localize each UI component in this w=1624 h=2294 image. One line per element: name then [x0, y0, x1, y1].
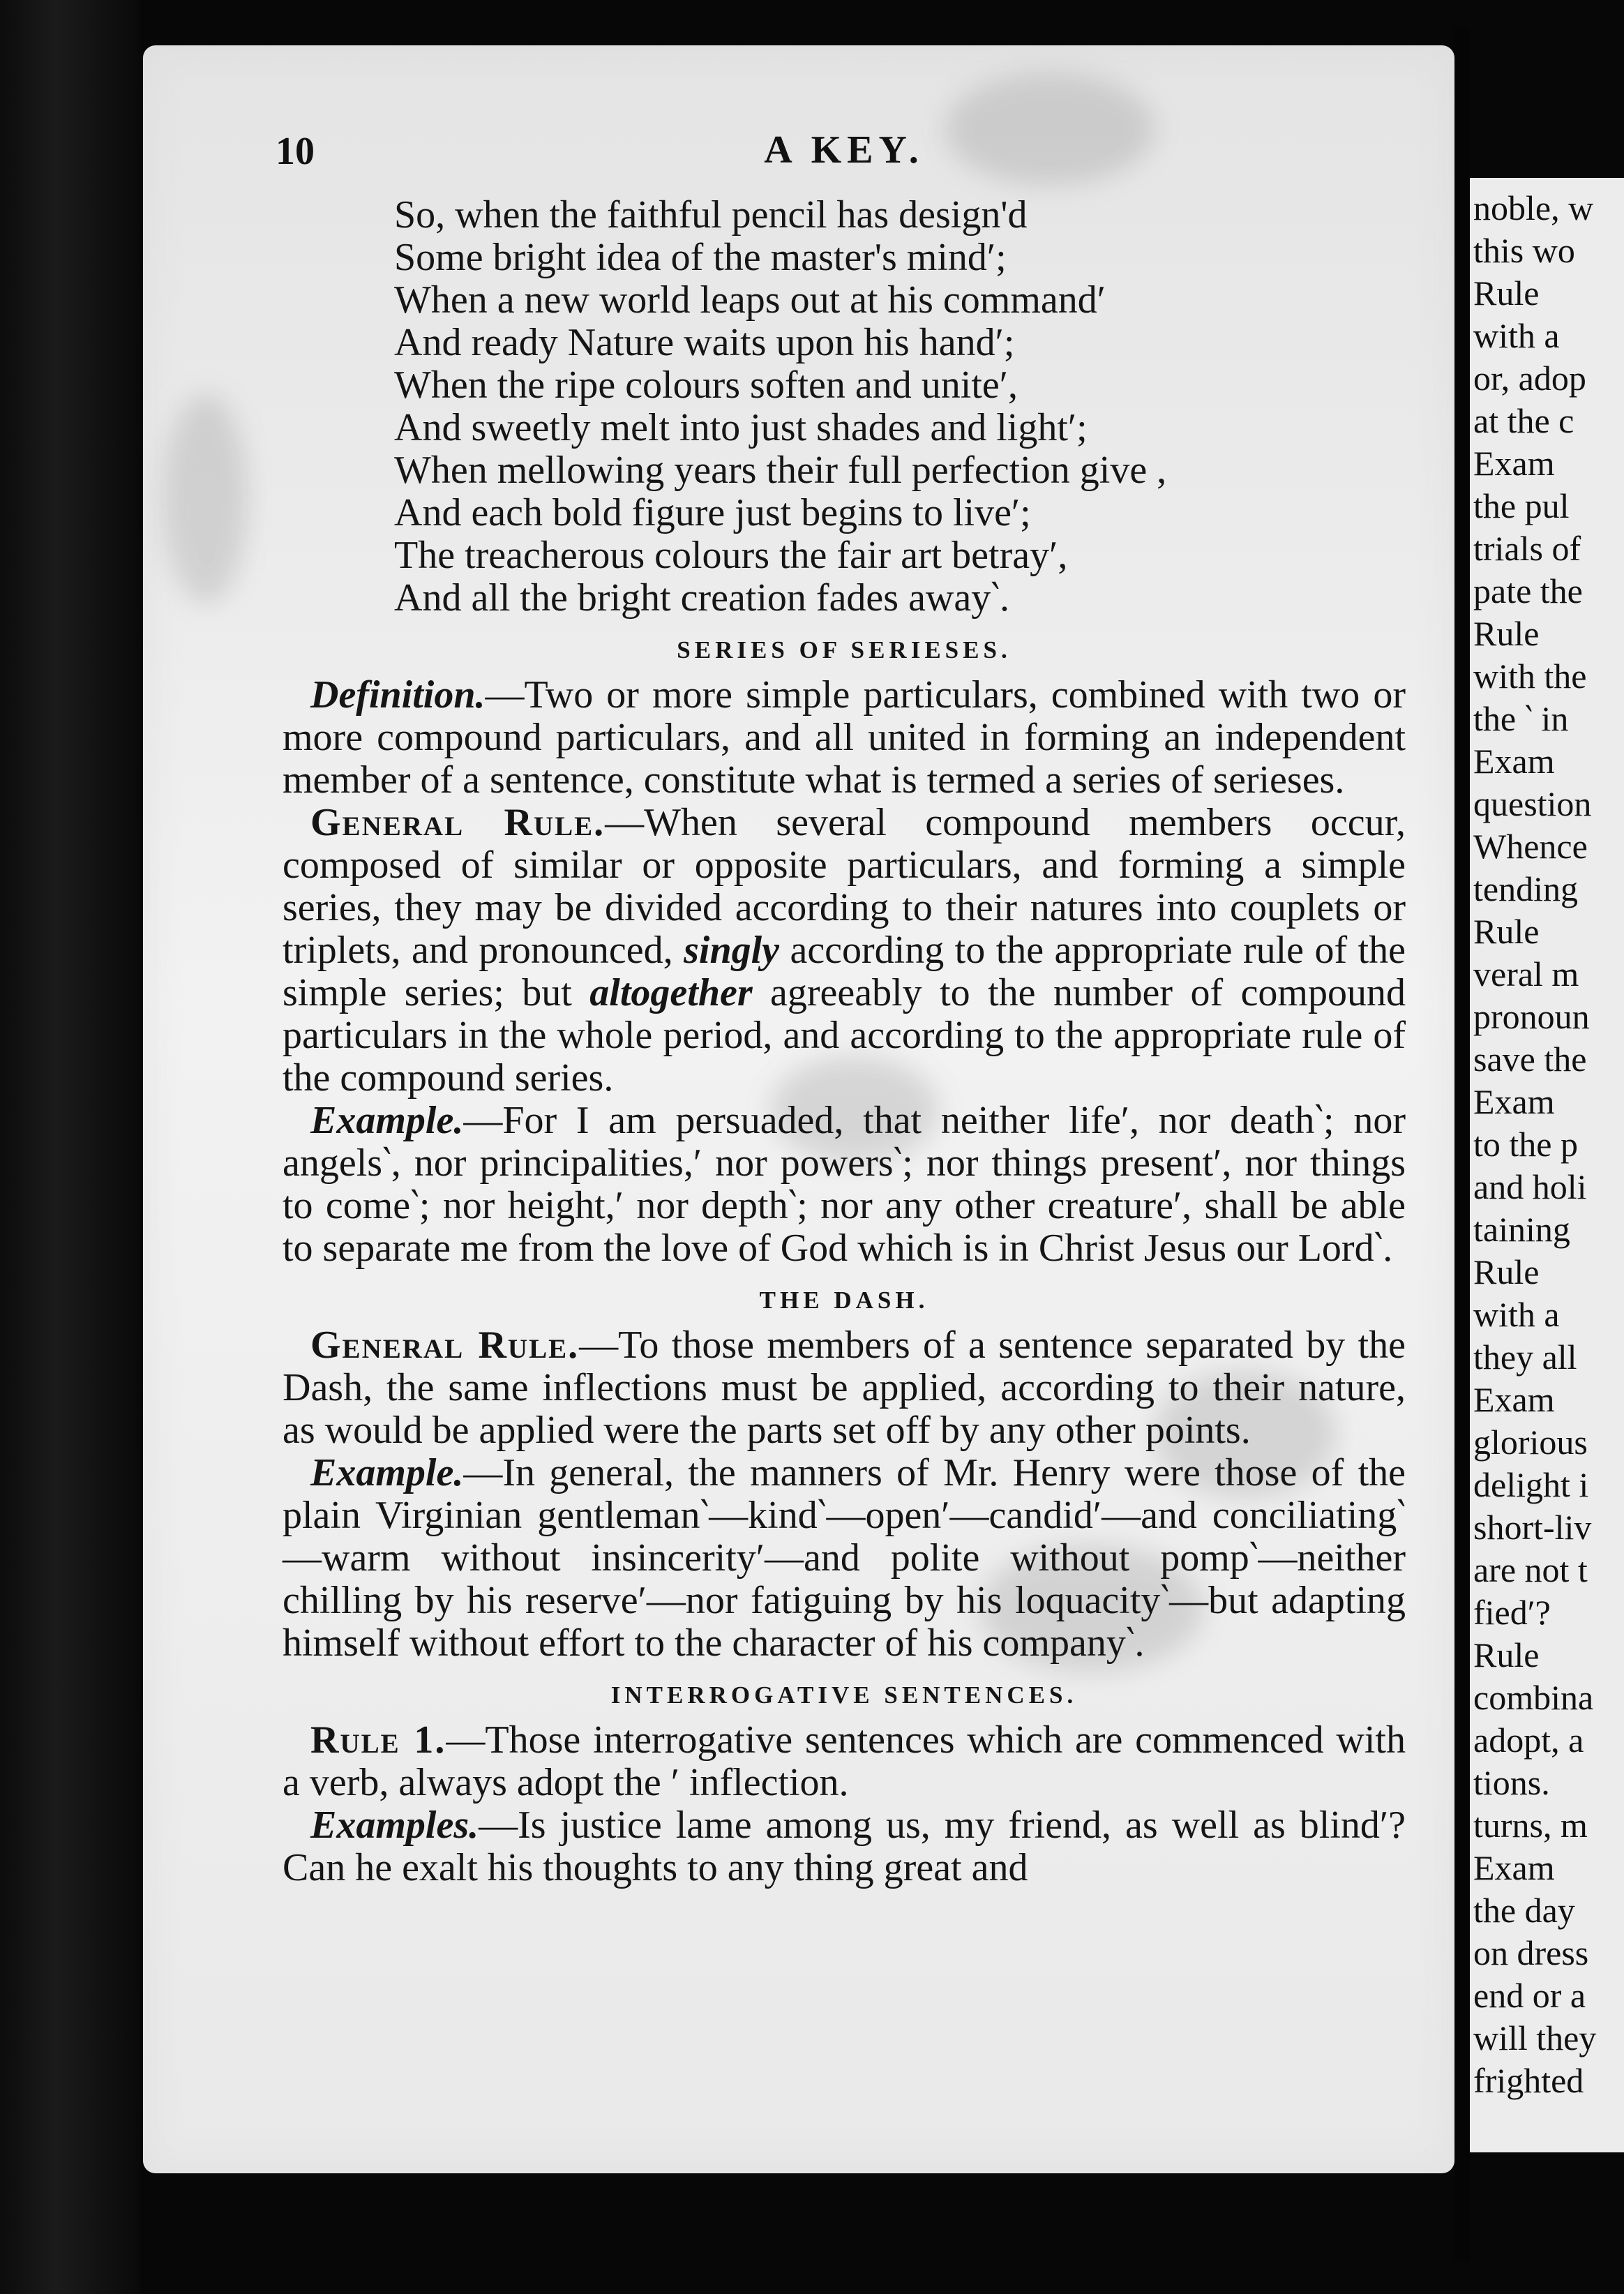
- facing-page-line: at the c: [1473, 401, 1574, 440]
- example-paragraph: [283, 1100, 1406, 1270]
- facing-page-line: they all: [1473, 1337, 1577, 1377]
- facing-page-line: tending: [1473, 869, 1578, 908]
- facing-page-line: the ‵ in: [1473, 699, 1569, 738]
- rule-emphasis: singly: [684, 929, 780, 972]
- facing-page-line: question: [1473, 784, 1592, 823]
- rule-text: —Those interrogative sentences which are commenced with a verb, always adopt the ′ inflection.: [283, 1718, 1406, 1804]
- facing-page-line: adopt, a: [1473, 1720, 1584, 1760]
- facing-page-line: fied′?: [1473, 1593, 1551, 1632]
- facing-page-line: noble, w: [1473, 188, 1594, 227]
- example-label: Example.: [310, 1099, 464, 1142]
- definition-label: Definition.: [310, 673, 486, 717]
- facing-page-line: taining: [1473, 1210, 1570, 1249]
- facing-page-line: save the: [1473, 1040, 1587, 1079]
- verse-line: And each bold figure just begins to live′;: [394, 491, 1031, 534]
- example-label: Examples.: [310, 1804, 479, 1847]
- facing-page-line: the day: [1473, 1891, 1575, 1930]
- facing-page-line: pronoun: [1473, 997, 1590, 1036]
- example-label: Example.: [310, 1451, 464, 1494]
- facing-page-line: are not t: [1473, 1550, 1588, 1589]
- facing-page-line: Whence: [1473, 827, 1588, 866]
- verse-line: And ready Nature waits upon his hand′;: [394, 321, 1015, 364]
- facing-page-line: delight i: [1473, 1465, 1589, 1504]
- example-text: —For I am persuaded, that neither life′, nor death‵; nor angels‵, nor principalities,′ nor powers‵; nor things present′, nor things to come‵; nor height,′ nor depth‵; nor any other creature′, shall be able to separate me from the love of God which is in Christ Jesus our Lord‵.: [283, 1099, 1406, 1270]
- page-number: 10: [276, 130, 315, 173]
- verse-line: And sweetly melt into just shades and light′;: [394, 406, 1088, 449]
- rule-emphasis: altogether: [589, 971, 753, 1014]
- facing-page-line: short-liv: [1473, 1508, 1592, 1547]
- facing-page-line: Exam: [1473, 1082, 1555, 1121]
- facing-page-line: Rule: [1473, 1252, 1540, 1291]
- facing-page-line: Rule: [1473, 614, 1540, 653]
- verse-line: Some bright idea of the master's mind′;: [394, 236, 1007, 279]
- rule-label: General Rule.: [310, 1324, 580, 1367]
- facing-page-line: Rule: [1473, 1635, 1540, 1674]
- facing-page-line: will they: [1473, 2018, 1597, 2057]
- page-title: A KEY.: [764, 128, 924, 172]
- example-text: —Is justice lame among us, my friend, as well as blind′? Can he exalt his thoughts to any thing great and: [283, 1804, 1406, 1889]
- facing-page-line: frighted: [1473, 2061, 1584, 2100]
- definition-paragraph: [283, 674, 1406, 802]
- rule-paragraph: [283, 1719, 1406, 1804]
- facing-page-line: veral m: [1473, 954, 1579, 994]
- rule-paragraph: [283, 802, 1406, 1100]
- facing-page-line: and holi: [1473, 1167, 1587, 1206]
- facing-page-line: end or a: [1473, 1976, 1586, 2015]
- example-text: —In general, the manners of Mr. Henry were those of the plain Virginian gentleman‵—kind‵—open′—candid′—and conciliating‵—warm without insincerity′—and polite without pomp‵—neither chilling by his reserve′—nor fatiguing by his loquacity‵—but adapting himself without effort to the character of his company‵.: [283, 1451, 1406, 1665]
- facing-page-line: turns, m: [1473, 1806, 1588, 1845]
- page-gutter: [1454, 28, 1470, 2261]
- rule-text: —To those members of a sentence separated by the Dash, the same inflections must be applied, according to their nature, as would be applied were the parts set off by any other points.: [283, 1324, 1406, 1452]
- verse-block: [283, 194, 1406, 620]
- page-body: [283, 194, 1406, 1889]
- film-border-left: [0, 0, 140, 2294]
- facing-page-line: combina: [1473, 1678, 1594, 1717]
- facing-page-line: with a: [1473, 316, 1560, 355]
- facing-page-line: this wo: [1473, 231, 1575, 270]
- facing-page-line: trials of: [1473, 529, 1581, 568]
- facing-page-line: Exam: [1473, 1380, 1555, 1419]
- page-stain: [164, 394, 248, 604]
- verse-line: And all the bright creation fades away‵.: [394, 576, 1009, 620]
- facing-page-line: to the p: [1473, 1125, 1578, 1164]
- verse-line: The treacherous colours the fair art betray′,: [394, 534, 1068, 577]
- facing-page-line: Exam: [1473, 444, 1555, 483]
- facing-page-line: or, adop: [1473, 359, 1586, 398]
- verse-line: When the ripe colours soften and unite′,: [394, 363, 1018, 407]
- verse-line: When mellowing years their full perfection give ,: [394, 449, 1167, 492]
- section-heading: THE DASH.: [759, 1287, 929, 1314]
- example-paragraph: [283, 1452, 1406, 1665]
- facing-page-line: pate the: [1473, 571, 1583, 610]
- section-heading: INTERROGATIVE SENTENCES.: [610, 1681, 1078, 1709]
- facing-page-line: Exam: [1473, 1848, 1555, 1887]
- rule-text: according to the appropriate rule of the simple series; but: [283, 929, 1406, 1014]
- facing-page-line: with a: [1473, 1295, 1560, 1334]
- facing-page-line: Rule: [1473, 273, 1540, 313]
- facing-page-line: the pul: [1473, 486, 1570, 525]
- definition-text: —Two or more simple particulars, combined with two or more compound particulars, and all united in forming an independent member of a sentence, constitute what is termed a series of serieses.: [283, 673, 1406, 802]
- facing-page-line: glorious: [1473, 1423, 1588, 1462]
- rule-text: agreeably to the number of compound particulars in the whole period, and according to the appropriate rule of the compound series.: [283, 971, 1406, 1100]
- facing-page-line: Rule: [1473, 912, 1540, 951]
- facing-page-text: [1473, 187, 1624, 2102]
- verse-line: When a new world leaps out at his command′: [394, 278, 1106, 322]
- rule-label: General Rule.: [310, 801, 606, 844]
- rule-text: —When several compound members occur, composed of similar or opposite particulars, and forming a simple series, they may be divided according to their natures into couplets or triplets, and pronounced,: [283, 801, 1406, 972]
- facing-page-line: Exam: [1473, 742, 1555, 781]
- running-head: [276, 122, 1413, 178]
- rule-label: Rule 1.: [310, 1718, 446, 1762]
- section-heading: SERIES OF SERIESES.: [677, 636, 1012, 664]
- rule-paragraph: [283, 1324, 1406, 1452]
- facing-page-line: with the: [1473, 657, 1587, 696]
- verse-line: So, when the faithful pencil has design'd: [394, 193, 1028, 237]
- example-paragraph: [283, 1804, 1406, 1889]
- facing-page-line: tions.: [1473, 1763, 1550, 1802]
- facing-page-line: on dress: [1473, 1933, 1589, 1972]
